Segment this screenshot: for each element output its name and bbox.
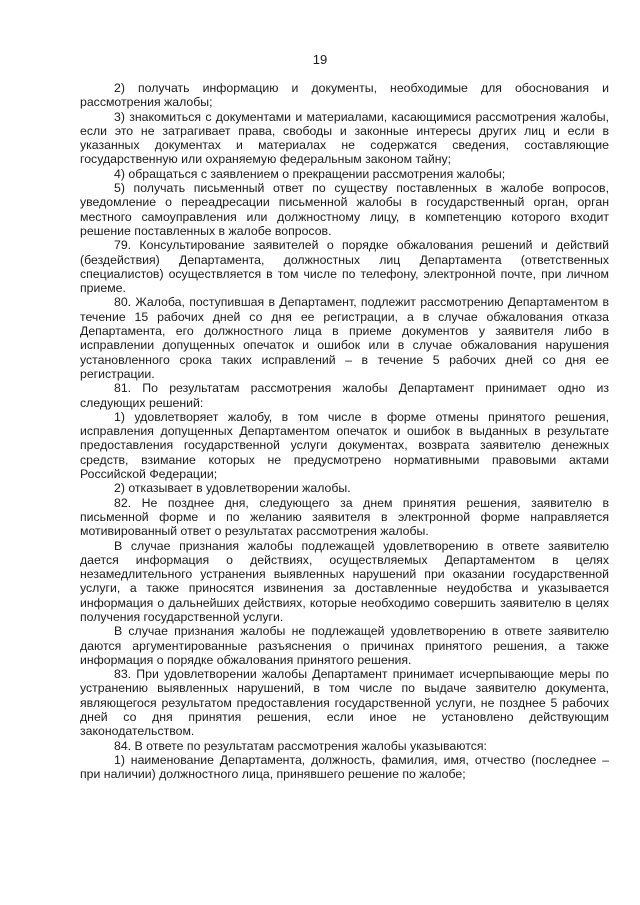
page-number: 19: [312, 52, 328, 67]
paragraph: 1) наименование Департамента, должность, фамилия, имя, отчество (последнее – при наличии) должностного лица, принявшего решение по жалобе;: [80, 752, 609, 782]
paragraph: 80. Жалоба, поступившая в Департамент, подлежит рассмотрению Департаментом в течение 15 рабочих дней со дня ее регистрации, а в случае обжалования отказа Департамента, его должностного лица в приеме документов у заявителя либо в исправлении допущенных опечаток и ошибок или в случае обжалования нарушения установленного срока таких исправлений – в течение 5 рабочих дней со дня ее регистрации.: [80, 295, 609, 381]
paragraph: 2) получать информацию и документы, необходимые для обоснования и рассмотрения жалобы;: [80, 81, 609, 110]
paragraph: 84. В ответе по результатам рассмотрения жалобы указываются:: [114, 738, 487, 753]
paragraph: В случае признания жалобы не подлежащей удовлетворению в ответе заявителю даются аргументированные разъяснения о причинах принятого решения, а также информация о порядке обжалования принятого решения.: [80, 624, 609, 667]
paragraph: 5) получать письменный ответ по существу поставленных в жалобе вопросов, уведомление о переадресации письменной жалобы в государственный орган, орган местного самоуправления или должностному лицу, в компетенцию которого входит решение поставленных в жалобе вопросов.: [80, 181, 609, 238]
paragraph: 79. Консультирование заявителей о порядке обжалования решений и действий (бездействия) Департамента, должностных лиц Департамента (ответственных специалистов) осуществляется в том числе по телефону, электронной почте, при личном приеме.: [80, 238, 609, 296]
paragraph: 81. По результатам рассмотрения жалобы Департамент принимает одно из следующих решений:: [80, 381, 609, 410]
paragraph: 3) знакомиться с документами и материалами, касающимися рассмотрения жалобы, если это не затрагивает права, свободы и законные интересы других лиц и если в указанных документах и материалах не содержатся сведения, составляющие государственную или охраняемую федеральным законом тайну;: [80, 109, 609, 167]
paragraph: 83. При удовлетворении жалобы Департамент принимает исчерпывающие меры по устранению выявленных нарушений, в том числе по выдаче заявителю документа, являющегося результатом предоставления государственной услуги, не позднее 5 рабочих дней со дня принятия решения, если иное не установлено действующим законодательством.: [80, 667, 609, 739]
paragraph: 4) обращаться с заявлением о прекращении рассмотрения жалобы;: [114, 166, 506, 181]
paragraph: В случае признания жалобы подлежащей удовлетворению в ответе заявителю дается информация о действиях, осуществляемых Департаментом в целях незамедлительного устранения выявленных нарушений при оказании государственной услуги, а также приносятся извинения за доставленные неудобства и указывается информация о дальнейших действиях, которые необходимо совершить заявителю в целях получения государственной услуги.: [80, 538, 609, 624]
paragraph: 82. Не позднее дня, следующего за днем принятия решения, заявителю в письменной форме и по желанию заявителя в электронной форме направляется мотивированный ответ о результатах рассмотрения жалобы.: [80, 495, 609, 539]
paragraph: 1) удовлетворяет жалобу, в том числе в форме отмены принятого решения, исправления допущенных Департаментом опечаток и ошибок в выданных в результате предоставления государственной услуги документах, возврата заявителю денежных средств, взимание которых не предусмотрено нормативными правовыми актами Российской Федерации;: [80, 409, 609, 482]
paragraph: 2) отказывает в удовлетворении жалобы.: [114, 481, 351, 496]
document-body: [80, 81, 609, 782]
